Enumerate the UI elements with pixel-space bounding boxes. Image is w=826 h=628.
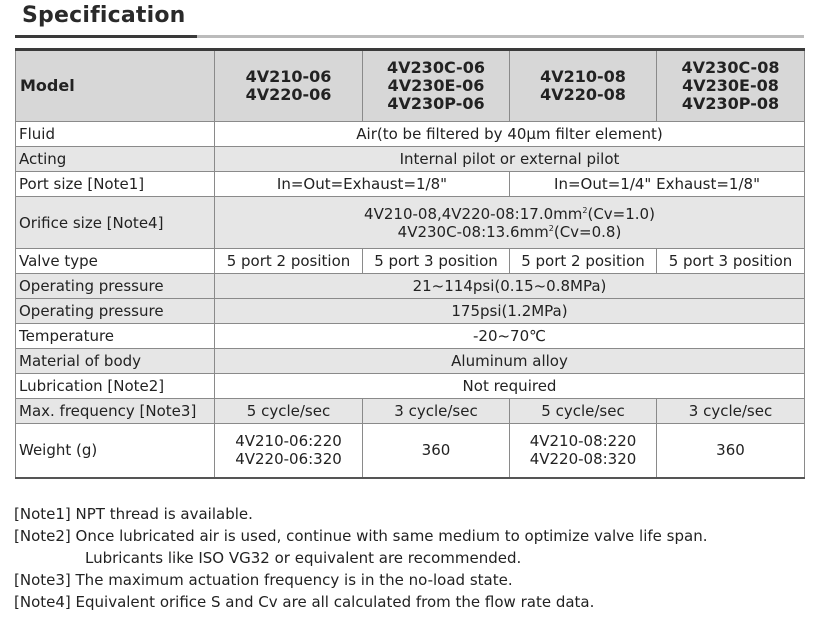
table-cell: 3 cycle/sec <box>657 399 805 424</box>
table-cell <box>215 197 805 249</box>
row-label: Orifice size [Note4] <box>16 197 215 249</box>
table-cell <box>510 424 657 478</box>
table-cell: -20~70℃ <box>215 324 805 349</box>
row-label: Operating pressure <box>16 299 215 324</box>
weight-text: 4V220-06:320 <box>235 450 342 469</box>
weight-text: 4V220-08:320 <box>529 450 637 469</box>
table-cell: 5 port 3 position <box>657 249 805 274</box>
table-cell: 5 cycle/sec <box>510 399 657 424</box>
superscript: 2 <box>548 223 554 233</box>
row-label: Material of body <box>16 349 215 374</box>
model-name: 4V210-06 <box>245 67 332 86</box>
title-underline-accent <box>15 35 197 38</box>
weight-text: 4V210-06:220 <box>235 432 342 451</box>
model-name: 4V230C-08 <box>681 58 780 77</box>
table-row <box>16 197 805 249</box>
row-label: Operating pressure <box>16 274 215 299</box>
table-cell <box>215 424 363 478</box>
specification-table <box>15 48 805 479</box>
model-name: 4V230E-08 <box>682 76 779 95</box>
table-cell: Not required <box>215 374 805 399</box>
row-label: Port size [Note1] <box>16 172 215 197</box>
table-cell: In=Out=1/4" Exhaust=1/8" <box>510 172 805 197</box>
model-col-1 <box>215 50 363 122</box>
table-cell: 5 port 2 position <box>215 249 363 274</box>
table-row <box>16 399 805 424</box>
note-3: [Note3] The maximum actuation frequency is in the no-load state. <box>14 571 513 589</box>
table-cell: 175psi(1.2MPa) <box>215 299 805 324</box>
model-name: 4V220-06 <box>245 85 332 104</box>
table-row <box>16 172 805 197</box>
title-underline <box>15 35 804 38</box>
orifice-text: 4V230C-08:13.6mm <box>397 222 549 241</box>
table-row <box>16 274 805 299</box>
page-title: Specification <box>22 3 186 28</box>
note-2: [Note2] Once lubricated air is used, continue with same medium to optimize valve life span. <box>14 527 708 545</box>
model-name: 4V230C-06 <box>387 58 485 77</box>
model-col-4 <box>657 50 805 122</box>
model-header: Model <box>16 50 215 122</box>
model-name: 4V230E-06 <box>387 76 485 95</box>
table-row <box>16 374 805 399</box>
table-cell: 360 <box>657 424 805 478</box>
row-label: Acting <box>16 147 215 172</box>
model-name: 4V220-08 <box>540 85 626 104</box>
weight-text: 4V210-08:220 <box>529 432 637 451</box>
table-row <box>16 249 805 274</box>
note-4: [Note4] Equivalent orifice S and Cv are all calculated from the flow rate data. <box>14 593 595 611</box>
model-name: 4V230P-06 <box>387 94 485 113</box>
table-cell: Air(to be filtered by 40μm filter element) <box>215 122 805 147</box>
table-cell: Aluminum alloy <box>215 349 805 374</box>
table-cell: 5 port 2 position <box>510 249 657 274</box>
row-label: Weight (g) <box>16 424 215 478</box>
table-row <box>16 424 805 478</box>
note-2-continued: Lubricants like ISO VG32 or equivalent are recommended. <box>85 549 522 567</box>
table-cell: 360 <box>363 424 510 478</box>
table-cell: 5 cycle/sec <box>215 399 363 424</box>
header-row <box>16 50 805 122</box>
table-cell: 5 port 3 position <box>363 249 510 274</box>
orifice-text: 4V210-08,4V220-08:17.0mm <box>364 204 583 223</box>
table-row <box>16 122 805 147</box>
model-name: 4V210-08 <box>540 67 626 86</box>
model-col-3 <box>510 50 657 122</box>
table-cell: 21~114psi(0.15~0.8MPa) <box>215 274 805 299</box>
table-cell: Internal pilot or external pilot <box>215 147 805 172</box>
row-label: Max. frequency [Note3] <box>16 399 215 424</box>
model-name: 4V230P-08 <box>681 94 780 113</box>
model-col-2 <box>363 50 510 122</box>
superscript: 2 <box>582 205 588 215</box>
table-row <box>16 324 805 349</box>
orifice-text: (Cv=1.0) <box>587 204 655 223</box>
row-label: Fluid <box>16 122 215 147</box>
notes-section <box>14 503 707 613</box>
table-cell: 3 cycle/sec <box>363 399 510 424</box>
table-cell: In=Out=Exhaust=1/8" <box>215 172 510 197</box>
table-row <box>16 349 805 374</box>
row-label: Temperature <box>16 324 215 349</box>
row-label: Lubrication [Note2] <box>16 374 215 399</box>
orifice-text: (Cv=0.8) <box>553 222 622 241</box>
row-label: Valve type <box>16 249 215 274</box>
table-row <box>16 299 805 324</box>
table-row <box>16 147 805 172</box>
note-1: [Note1] NPT thread is available. <box>14 505 253 523</box>
